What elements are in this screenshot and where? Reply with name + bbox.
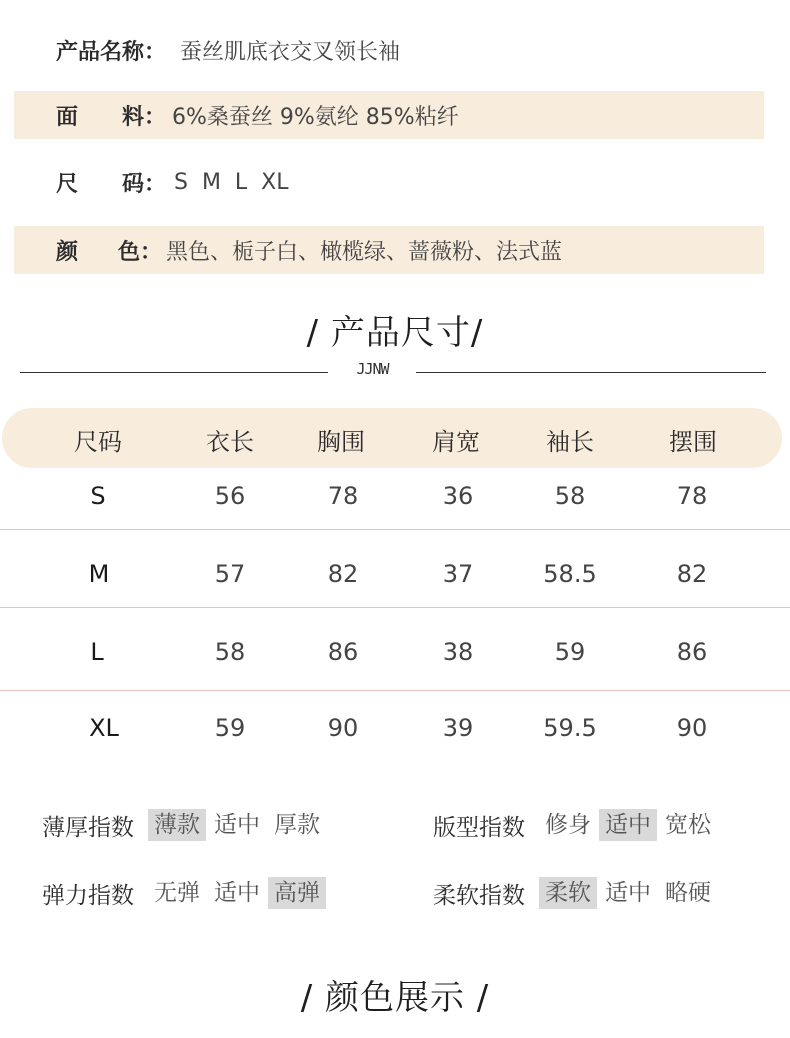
table-row <box>0 624 790 684</box>
info-row-size <box>14 158 764 206</box>
table-cell: 82 <box>676 560 708 588</box>
info-row-name <box>14 26 764 74</box>
info-value-fabric: 6%桑蚕丝 9%氨纶 85%粘纤 <box>172 104 459 130</box>
info-label-size: 尺 码 ： <box>56 171 167 197</box>
softness-index-title: 柔软指数 <box>433 882 525 909</box>
fit-index-title: 版型指数 <box>433 814 525 841</box>
table-cell: 86 <box>676 638 708 666</box>
table-cell-size: M <box>88 560 110 588</box>
softness-option: 柔软 <box>539 877 597 909</box>
table-row <box>0 468 790 528</box>
table-cell-size: L <box>90 638 104 666</box>
table-cell: 37 <box>442 560 474 588</box>
table-cell: 59.5 <box>543 714 597 742</box>
table-row <box>0 546 790 606</box>
thickness-index-title: 薄厚指数 <box>42 814 134 841</box>
size-table-header <box>2 408 782 468</box>
row-divider <box>0 529 790 530</box>
fit-option: 宽松 <box>665 812 711 838</box>
color-section-title: / 颜色展示 / <box>300 978 490 1018</box>
header-chest: 胸围 <box>317 428 365 456</box>
table-cell: 78 <box>676 482 708 510</box>
fit-index <box>433 809 719 841</box>
info-row-fabric <box>14 91 764 139</box>
table-cell: 90 <box>676 714 708 742</box>
brand-logo: JJNW <box>356 360 389 378</box>
table-cell: 57 <box>214 560 246 588</box>
table-cell: 78 <box>327 482 359 510</box>
row-divider <box>0 607 790 608</box>
info-value-size: S M L XL <box>174 169 289 195</box>
size-section-title: / 产品尺寸/ <box>306 313 484 353</box>
softness-index <box>433 877 719 909</box>
header-hem: 摆围 <box>669 428 717 456</box>
header-length: 衣长 <box>206 428 254 456</box>
elasticity-option: 适中 <box>214 880 260 906</box>
fit-option: 修身 <box>545 812 591 838</box>
divider-left <box>20 372 328 373</box>
table-cell: 58.5 <box>543 560 597 588</box>
elasticity-index <box>42 877 328 909</box>
divider-right <box>416 372 766 373</box>
table-cell: 82 <box>327 560 359 588</box>
thickness-option: 适中 <box>214 812 260 838</box>
elasticity-option: 高弹 <box>268 877 326 909</box>
table-cell: 58 <box>214 638 246 666</box>
softness-option: 略硬 <box>665 880 711 906</box>
table-cell: 90 <box>327 714 359 742</box>
table-cell: 56 <box>214 482 246 510</box>
header-size: 尺码 <box>74 428 122 456</box>
elasticity-index-title: 弹力指数 <box>42 882 134 909</box>
table-row <box>0 700 790 760</box>
table-cell: 59 <box>214 714 246 742</box>
info-value-name: 蚕丝肌底衣交叉领长袖 <box>180 39 401 65</box>
elasticity-option: 无弹 <box>154 880 200 906</box>
header-sleeve: 袖长 <box>546 428 594 456</box>
table-cell: 58 <box>554 482 586 510</box>
info-value-color: 黑色、栀子白、橄榄绿、蔷薇粉、法式蓝 <box>166 239 563 265</box>
thickness-option: 厚款 <box>274 812 320 838</box>
table-cell-size: S <box>90 482 106 510</box>
table-cell: 38 <box>442 638 474 666</box>
thickness-index <box>42 809 328 841</box>
softness-option: 适中 <box>605 880 651 906</box>
info-row-color <box>14 226 764 274</box>
table-cell-size: XL <box>89 714 119 742</box>
thickness-option: 薄款 <box>148 809 206 841</box>
info-label-fabric: 面 料 ： <box>56 104 167 130</box>
info-label-color: 颜 色 ： <box>56 239 163 265</box>
header-shoulder: 肩宽 <box>432 428 480 456</box>
info-label-name: 产品名称 ： <box>56 39 167 65</box>
table-cell: 86 <box>327 638 359 666</box>
table-cell: 59 <box>554 638 586 666</box>
fit-option: 适中 <box>599 809 657 841</box>
row-divider <box>0 690 790 691</box>
table-cell: 36 <box>442 482 474 510</box>
table-cell: 39 <box>442 714 474 742</box>
